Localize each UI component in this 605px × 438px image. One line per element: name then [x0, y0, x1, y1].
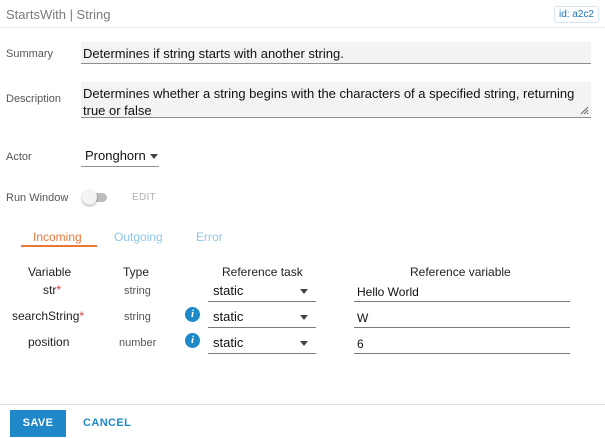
chevron-down-icon	[300, 289, 308, 294]
column-header-reference-variable: Reference variable	[410, 265, 511, 279]
variable-type: string	[124, 285, 151, 297]
reference-task-value: static	[213, 335, 244, 350]
column-header-type: Type	[123, 265, 150, 279]
description-text: Determines whether a string begins with the characters of a specified string, returning true or false	[83, 86, 575, 118]
reference-variable-input[interactable]: 6	[354, 332, 570, 354]
actor-label: Actor	[6, 151, 32, 163]
column-header-variable: Variable	[28, 265, 72, 279]
summary-input[interactable]: Determines if string starts with another string.	[81, 42, 591, 64]
actor-value: Pronghorn	[85, 148, 146, 163]
edit-button[interactable]: EDIT	[132, 192, 156, 203]
column-header-reference-task: Reference task	[222, 265, 303, 279]
description-label: Description	[6, 93, 62, 105]
variable-name	[43, 283, 61, 297]
run-window-label: Run Window	[6, 192, 69, 204]
variable-name-text: str	[43, 283, 57, 297]
chevron-down-icon	[300, 315, 308, 320]
info-icon[interactable]: i	[185, 307, 200, 322]
reference-variable-input[interactable]: Hello World	[354, 280, 570, 302]
reference-task-value: static	[213, 309, 244, 324]
resize-grip-icon[interactable]	[580, 106, 589, 115]
tab-incoming[interactable]: Incoming	[33, 230, 82, 244]
chevron-down-icon	[150, 154, 158, 159]
variable-name-text: position	[28, 335, 70, 349]
id-badge: id: a2c2	[554, 6, 599, 23]
variable-name	[28, 335, 69, 349]
actor-select[interactable]	[81, 145, 159, 167]
save-button[interactable]: SAVE	[10, 410, 66, 437]
toggle-knob	[82, 190, 97, 205]
tab-error[interactable]: Error	[196, 230, 223, 244]
cancel-button[interactable]: CANCEL	[83, 417, 132, 429]
variable-name-text: searchString	[12, 309, 80, 323]
reference-task-select[interactable]	[208, 280, 316, 302]
dialog-header	[0, 0, 605, 28]
description-textarea[interactable]	[81, 82, 591, 118]
summary-label: Summary	[6, 48, 54, 60]
chevron-down-icon	[300, 341, 308, 346]
reference-task-select[interactable]	[208, 332, 316, 354]
variable-type: string	[124, 311, 151, 323]
info-icon[interactable]: i	[185, 333, 200, 348]
variable-type: number	[119, 337, 157, 349]
variable-name	[12, 309, 84, 323]
run-window-toggle[interactable]	[82, 190, 108, 204]
active-tab-indicator	[21, 245, 97, 247]
page-title: StartsWith | String	[6, 7, 111, 22]
reference-task-value: static	[213, 283, 244, 298]
reference-variable-input[interactable]: W	[354, 306, 570, 328]
dialog-footer	[0, 404, 605, 438]
required-mark: *	[79, 309, 85, 323]
required-mark: *	[56, 283, 62, 297]
reference-task-select[interactable]	[208, 306, 316, 328]
tab-outgoing[interactable]: Outgoing	[114, 230, 163, 244]
